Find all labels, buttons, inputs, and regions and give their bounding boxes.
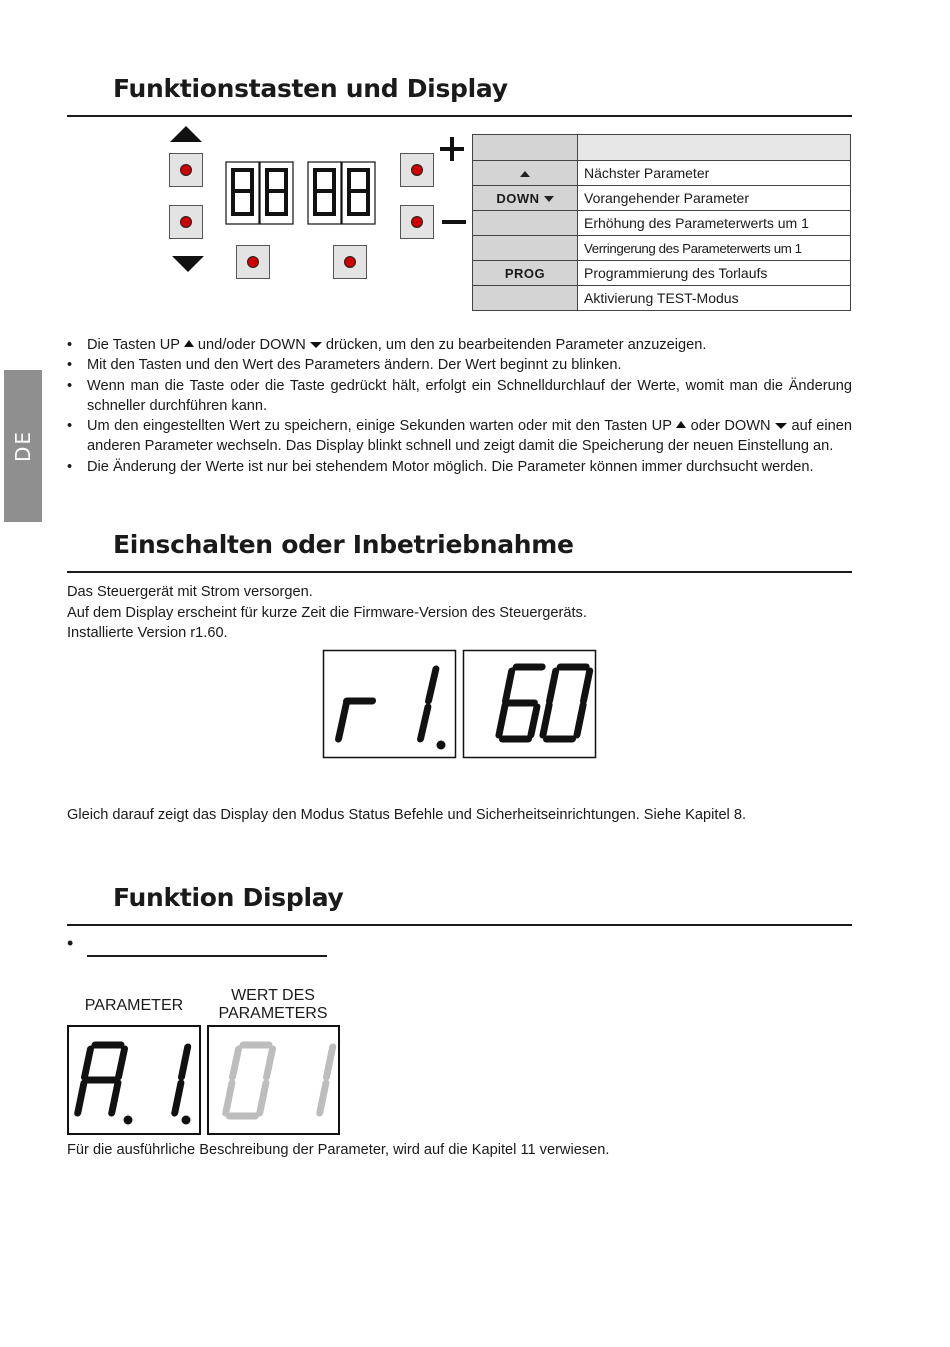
section-title-display-function: Funktion Display	[113, 883, 344, 912]
table-row	[473, 161, 851, 186]
triangle-down-icon	[310, 342, 322, 348]
section-title-startup: Einschalten oder Inbetriebnahme	[113, 530, 574, 559]
small-display	[225, 160, 377, 226]
desc-cell: Erhöhung des Parameterwerts um 1	[578, 211, 851, 236]
prog-button[interactable]	[236, 245, 270, 279]
table-row	[473, 286, 851, 311]
status-mode-text: Gleich darauf zeigt das Display den Modus Status Befehle und Sicherheitseinrichtungen. Siehe Kapitel 8.	[67, 807, 747, 823]
key-cell-prog: PROG	[473, 261, 578, 286]
triangle-up-icon	[676, 421, 686, 428]
text-line: Auf dem Display erscheint für kurze Zeit die Firmware-Version des Steuergeräts.	[67, 604, 587, 621]
list-item: • Die Tasten UP und/oder DOWN drücken, um den zu bearbeitenden Parameter anzuzeigen.	[67, 335, 852, 355]
table-row	[473, 211, 851, 236]
key-cell-up	[473, 161, 578, 186]
triangle-down-icon	[775, 423, 787, 429]
footer-note: Für die ausführliche Beschreibung der Parameter, wird auf die Kapitel 11 verwiesen.	[67, 1142, 610, 1158]
section-rule	[67, 924, 852, 926]
arrow-down-icon	[172, 256, 204, 272]
list-item: • Wenn man die Taste oder die Taste gedrückt hält, erfolgt ein Schnelldurchlauf der Werte, womit man die Änderung schneller durchführen kann.	[67, 376, 852, 417]
minus-button[interactable]	[400, 205, 434, 239]
test-button[interactable]	[333, 245, 367, 279]
key-cell-test	[473, 286, 578, 311]
plus-icon-v	[450, 137, 454, 161]
section-title-function-keys: Funktionstasten und Display	[113, 74, 508, 103]
instruction-list	[67, 335, 852, 477]
key-cell-minus	[473, 236, 578, 261]
minus-icon	[442, 220, 466, 224]
table-row	[473, 186, 851, 211]
arrow-up-icon	[170, 126, 202, 142]
list-item: • Mit den Tasten und den Wert des Parameters ändern. Der Wert beginnt zu blinken.	[67, 355, 852, 375]
plus-button[interactable]	[400, 153, 434, 187]
section-rule	[67, 571, 852, 573]
triangle-down-icon	[544, 196, 554, 202]
table-header-desc	[578, 135, 851, 161]
triangle-up-icon	[184, 340, 194, 347]
list-item: • Die Änderung der Werte ist nur bei stehendem Motor möglich. Die Parameter können immer durchsucht werden.	[67, 457, 852, 477]
triangle-up-icon	[520, 171, 530, 177]
table-header-row	[473, 135, 851, 161]
bullet-dot: •	[67, 933, 74, 953]
text-line: Installierte Version r1.60.	[67, 625, 228, 641]
desc-cell: Nächster Parameter	[578, 161, 851, 186]
up-button[interactable]	[169, 153, 203, 187]
table-header-key	[473, 135, 578, 161]
language-tab-label: DE	[10, 429, 35, 463]
label-parameter: PARAMETER	[84, 997, 184, 1014]
firmware-display	[322, 649, 598, 761]
desc-cell: Programmierung des Torlaufs	[578, 261, 851, 286]
desc-cell: Vorangehender Parameter	[578, 186, 851, 211]
blank-underline	[87, 955, 327, 957]
startup-text	[67, 582, 587, 644]
language-tab	[4, 370, 42, 522]
desc-cell: Aktivierung TEST-Modus	[578, 286, 851, 311]
key-function-table	[472, 134, 851, 311]
table-row	[473, 236, 851, 261]
label-parameter-value: WERT DES PARAMETERS	[218, 987, 328, 1022]
table-row	[473, 261, 851, 286]
parameter-display	[67, 1025, 341, 1137]
desc-cell: Verringerung des Parameterwerts um 1	[578, 236, 851, 261]
section-rule	[67, 115, 852, 117]
key-cell-plus	[473, 211, 578, 236]
list-item: • Um den eingestellten Wert zu speichern, einige Sekunden warten oder mit den Tasten UP oder DOWN auf einen anderen Parameter wechseln. Das Display blinkt schnell und zeigt damit die Speicherung der neuen Einstellung an.	[67, 416, 852, 457]
key-cell-down: DOWN	[473, 186, 578, 211]
down-button[interactable]	[169, 205, 203, 239]
text-line: Das Steuergerät mit Strom versorgen.	[67, 584, 313, 600]
